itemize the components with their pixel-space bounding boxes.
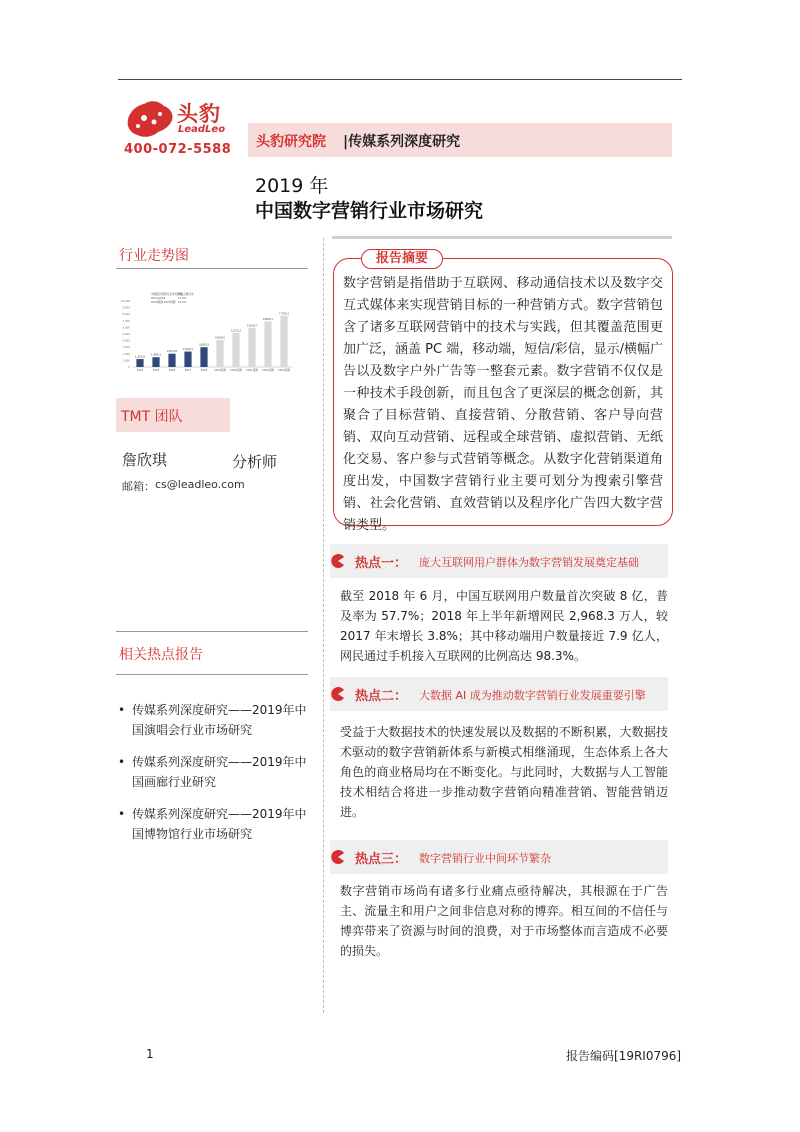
x-tick-label: 2020预测 [230, 369, 242, 372]
bar-value-label: 5,919.7 [247, 324, 257, 328]
trend-chart-title: 行业走势图 [119, 248, 189, 264]
x-tick-label: 2016 [168, 369, 176, 372]
x-tick-label: 2017 [184, 369, 192, 372]
abstract-top-bar [332, 236, 672, 239]
related-reports-title: 相关热点报告 [119, 647, 203, 663]
y-tick-label: 4,000 [122, 339, 130, 343]
hot-point-label: 热点二： [355, 689, 408, 704]
top-rule [118, 79, 682, 80]
column-separator [323, 238, 324, 1013]
bullet: • [118, 703, 126, 717]
logo-english: LeadLeo [178, 124, 226, 135]
y-tick-label: 5,000 [122, 333, 130, 336]
y-tick-label: 2,000 [122, 352, 130, 356]
hot-point-desc: 数字营销行业中间环节繁杂 [419, 852, 551, 865]
legend-cell: 中国数字营销行业市场规模 [151, 293, 183, 296]
legend-cell: 2019预测-2023预测 [151, 301, 176, 304]
abstract-text: 数字营销是指借助于互联网、移动通信技术以及数字交互式媒体来实现营销目标的一种营销方式。数字营销包含了诸多互联网营销中的技术与实践，但其覆盖范围更加广泛，涵盖 PC 端，移动端，短信/彩信，显示/横幅广告以及数字户外广告等一整套元素。数字营销不仅仅是一种技术手段创新，而且包含了更深层的概念创新，其聚合了目标营销、直接营销、分散营销、客户导向营销、双向互动营销、远程或全球营销、虚拟营销、无纸化交易、客户参与式营销等概念。从数字化营销渠道角度出发，中国数字营销行业主要可划分为搜索引擎营销、社会化营销、直效营销以及程序化广告四大数字营销类型。 [343, 276, 663, 533]
reports-top-divider [116, 631, 308, 632]
trend-chart [116, 287, 296, 379]
x-tick-label: 2022预测 [262, 369, 274, 372]
y-tick-label: 7,000 [122, 319, 130, 323]
bar [264, 321, 271, 367]
report-title: 中国数字营销行业市场研究 [255, 200, 484, 222]
abstract-label: 报告摘要 [361, 249, 443, 269]
legend-cell: 13.3% [178, 301, 187, 304]
legend-cell: 年复合增长率 [178, 293, 194, 296]
page-number: 1 [146, 1047, 154, 1061]
bullet: • [118, 755, 126, 769]
y-tick-label: 0 [128, 366, 130, 369]
related-report-item[interactable] [118, 804, 318, 844]
logo-wordmark: 头豹 [177, 102, 221, 126]
related-report-title: 传媒系列深度研究——2019年中国画廊行业研究 [132, 755, 307, 789]
bar-value-label: 2,012.8 [167, 350, 177, 354]
x-tick-label: 2019预测 [214, 369, 226, 372]
bar-value-label: 1,205.6 [135, 355, 145, 359]
legend-cell: 2014-2018 [151, 297, 166, 300]
bar-value-label: 3,000.3 [199, 343, 209, 347]
pie-marker-icon [330, 686, 346, 702]
trend-divider [116, 268, 308, 269]
analyst-role: 分析师 [232, 453, 278, 471]
bar [248, 328, 255, 367]
hot-point-label: 热点三： [355, 852, 408, 867]
related-report-item[interactable] [118, 752, 318, 792]
bar-value-label: 4,093.5 [215, 336, 225, 340]
team-title: TMT 团队 [121, 409, 183, 425]
y-tick-label: 8,000 [122, 313, 130, 317]
report-code: 报告编码[19RI0796] [566, 1049, 682, 1063]
related-report-title: 传媒系列深度研究——2019年中国博物馆行业市场研究 [132, 807, 307, 841]
x-tick-label: 2015 [152, 369, 160, 372]
legend-cell: 17.9% [178, 297, 187, 300]
x-tick-label: 2014 [136, 369, 144, 372]
x-tick-label: 2021预测 [246, 369, 258, 372]
related-reports-list [118, 700, 318, 856]
y-tick-label: 6,000 [122, 326, 130, 330]
hot-point-desc: 大数据 AI 成为推动数字营销行业发展重要引擎 [419, 689, 646, 702]
hot-point-text: 截至 2018 年 6 月，中国互联网用户数量首次突破 8 亿，普及率为 57.7%；2018 年上半年新增网民 2,968.3 万人，较 2017 年末增长 3.8%；其中移动端用户数量接近 7.9 亿人，网民通过手机接入互联网的比例高达 98.3%。 [340, 589, 668, 663]
y-tick-label: 3,000 [122, 346, 130, 350]
bar [232, 333, 239, 367]
email-address[interactable]: cs@leadleo.com [155, 478, 245, 491]
pie-marker-icon [330, 849, 346, 865]
bar [152, 357, 159, 367]
institute-name: 头豹研究院 [256, 134, 326, 150]
y-tick-label: 10,000 [120, 300, 130, 303]
report-year: 2019 年 [255, 175, 329, 197]
bar-value-label: 2,340.1 [183, 348, 193, 352]
hot-point-desc: 庞大互联网用户群体为数字营销发展奠定基础 [419, 556, 639, 569]
y-tick-label: 9,000 [122, 306, 130, 310]
bar-value-label: 7,750.1 [279, 312, 289, 316]
x-tick-label: 2023预测 [278, 369, 290, 372]
hot-point-text: 数字营销市场尚有诸多行业痛点亟待解决，其根源在于广告主、流量主和用户之间非信息对称的博弈。相互间的不信任与博弈带来了资源与时间的浪费，对于市场整体而言造成不必要的损失。 [340, 884, 668, 958]
analyst-name: 詹欣琪 [122, 451, 168, 469]
bar-value-label: 6,899.1 [263, 317, 273, 321]
email-label: 邮箱： [122, 480, 155, 493]
bullet: • [118, 807, 126, 821]
bar [136, 359, 143, 367]
bar [184, 352, 191, 367]
x-tick-label: 2018 [200, 369, 208, 372]
bar [280, 316, 287, 367]
bar-value-label: 5,175.2 [231, 329, 241, 333]
related-report-title: 传媒系列深度研究——2019年中国演唱会行业市场研究 [132, 703, 307, 737]
bar [168, 354, 175, 367]
bar [216, 340, 223, 367]
phone-number: 400-072-5588 [124, 142, 232, 157]
series-name: |传媒系列深度研究 [343, 134, 461, 150]
hot-point-text: 受益于大数据技术的快速发展以及数据的不断积累，大数据技术驱动的数字营销新体系与新模式相继涌现，生态体系上各大角色的商业格局均在不断变化。与此同时，大数据与人工智能技术相结合将进一步推动数字营销向精准营销、智能营销迈进。 [340, 725, 668, 819]
reports-divider [116, 674, 308, 675]
related-report-item[interactable] [118, 700, 318, 740]
bar-value-label: 1,484.3 [151, 353, 161, 357]
pie-marker-icon [330, 553, 346, 569]
hot-point-label: 热点一： [355, 556, 408, 571]
bar [200, 347, 207, 367]
y-tick-label: 1,000 [122, 359, 130, 363]
